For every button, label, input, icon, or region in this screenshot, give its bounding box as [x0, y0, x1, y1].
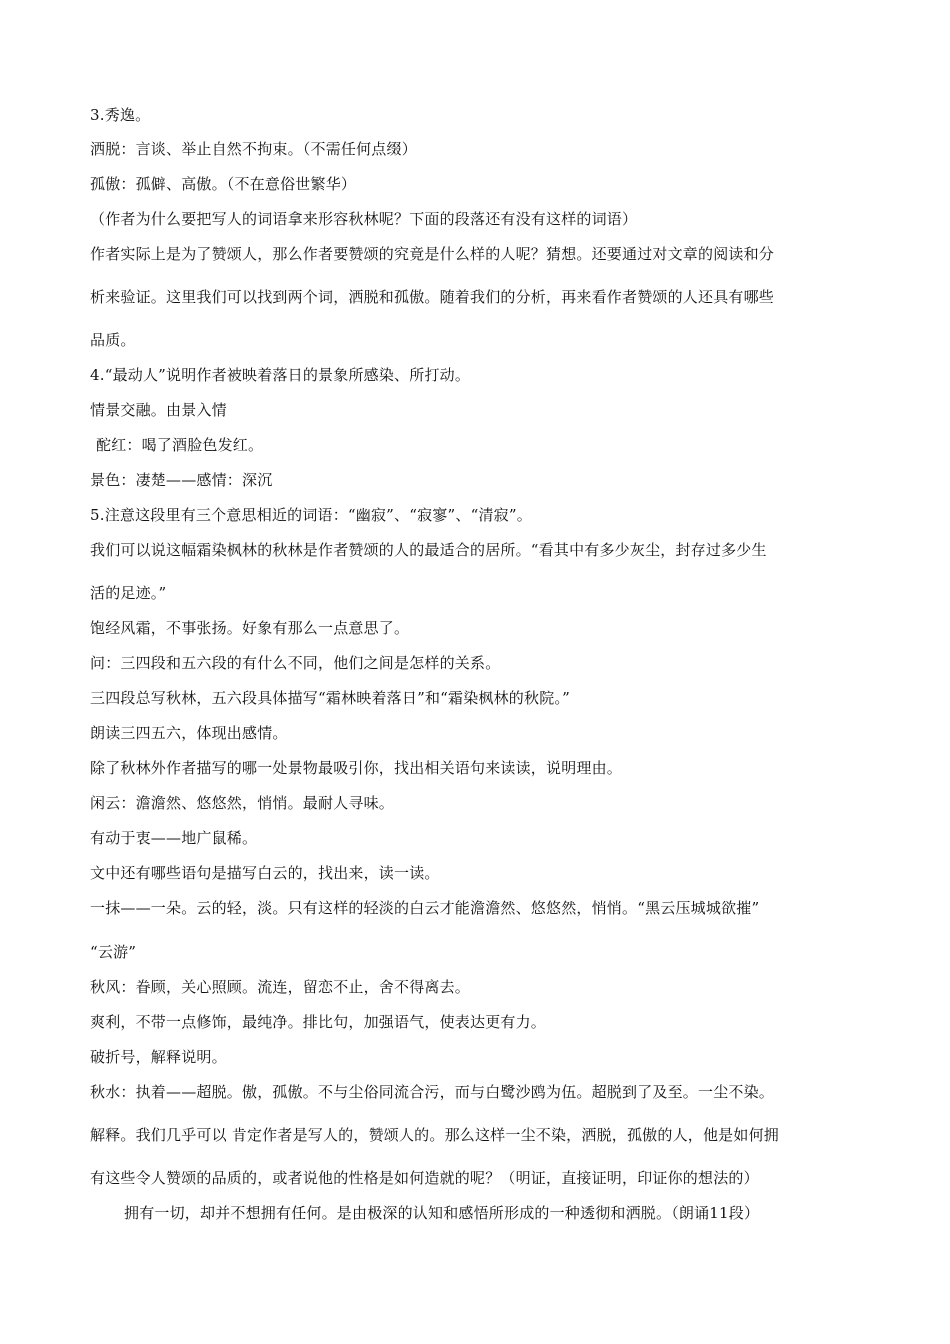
line-31: 拥有一切，却并不想拥有任何。是由极深的认知和感悟所形成的一种透彻和洒脱。（朗诵11段） [124, 1204, 760, 1222]
line-18: 朗读三四五六，体现出感情。 [90, 724, 288, 742]
line-13: 我们可以说这幅霜染枫林的秋林是作者赞颂的人的最适合的居所。“看其中有多少灰尘，封存过多少生 [90, 541, 767, 559]
line-14: 活的足迹。” [90, 584, 167, 602]
line-1: 3.秀逸。 [90, 106, 151, 124]
line-19: 除了秋林外作者描写的哪一处景物最吸引你，找出相关语句来读读，说明理由。 [90, 759, 623, 777]
line-11: 景色：凄楚——感情：深沉 [90, 471, 273, 489]
line-27: 破折号，解释说明。 [90, 1048, 227, 1066]
line-3: 孤傲：孤僻、高傲。（不在意俗世繁华） [90, 175, 357, 193]
line-16: 问：三四段和五六段的有什么不同，他们之间是怎样的关系。 [90, 654, 501, 672]
line-7: 品质。 [90, 331, 136, 349]
line-9: 情景交融。由景入情 [90, 401, 227, 419]
line-29: 解释。我们几乎可以 肯定作者是写人的，赞颂人的。那么这样一尘不染，洒脱，孤傲的人，他是如何拥 [90, 1126, 779, 1144]
line-6: 析来验证。这里我们可以找到两个词，洒脱和孤傲。随着我们的分析，再来看作者赞颂的人还具有哪些 [90, 288, 775, 306]
line-20: 闲云：澹澹然、悠悠然，悄悄。最耐人寻味。 [90, 794, 395, 812]
line-26: 爽利，不带一点修饰，最纯净。排比句，加强语气，使表达更有力。 [90, 1013, 547, 1031]
line-17: 三四段总写秋林，五六段具体描写“霜林映着落日”和“霜染枫林的秋院。” [90, 689, 570, 707]
line-30: 有这些令人赞颂的品质的，或者说他的性格是如何造就的呢？（明证，直接证明，印证你的想法的） [90, 1169, 759, 1187]
line-15: 饱经风霜，不事张扬。好象有那么一点意思了。 [90, 619, 410, 637]
line-2: 洒脱：言谈、举止自然不拘束。（不需任何点缀） [90, 140, 417, 158]
line-24: “云游” [90, 943, 137, 961]
line-10: 酡红：喝了酒脸色发红。 [96, 436, 264, 454]
line-25: 秋风：眷顾，关心照顾。流连，留恋不止，舍不得离去。 [90, 978, 471, 996]
line-12: 5.注意这段里有三个意思相近的词语：“幽寂”、“寂寥”、“清寂”。 [90, 506, 532, 524]
line-23: 一抹——一朵。云的轻，淡。只有这样的轻淡的白云才能澹澹然、悠悠然，悄悄。“黑云压城城欲摧” [90, 899, 760, 917]
line-4: （作者为什么要把写人的词语拿来形容秋林呢？下面的段落还有没有这样的词语） [90, 210, 638, 228]
line-22: 文中还有哪些语句是描写白云的，找出来，读一读。 [90, 864, 440, 882]
line-5: 作者实际上是为了赞颂人，那么作者要赞颂的究竟是什么样的人呢？猜想。还要通过对文章的阅读和分 [90, 245, 775, 263]
line-28: 秋水：执着——超脱。傲，孤傲。不与尘俗同流合污，而与白鹭沙鸥为伍。超脱到了及至。一尘不染。 [90, 1083, 775, 1101]
line-8: 4.“最动人”说明作者被映着落日的景象所感染、所打动。 [90, 366, 471, 384]
line-21: 有动于衷——地广鼠稀。 [90, 829, 258, 847]
